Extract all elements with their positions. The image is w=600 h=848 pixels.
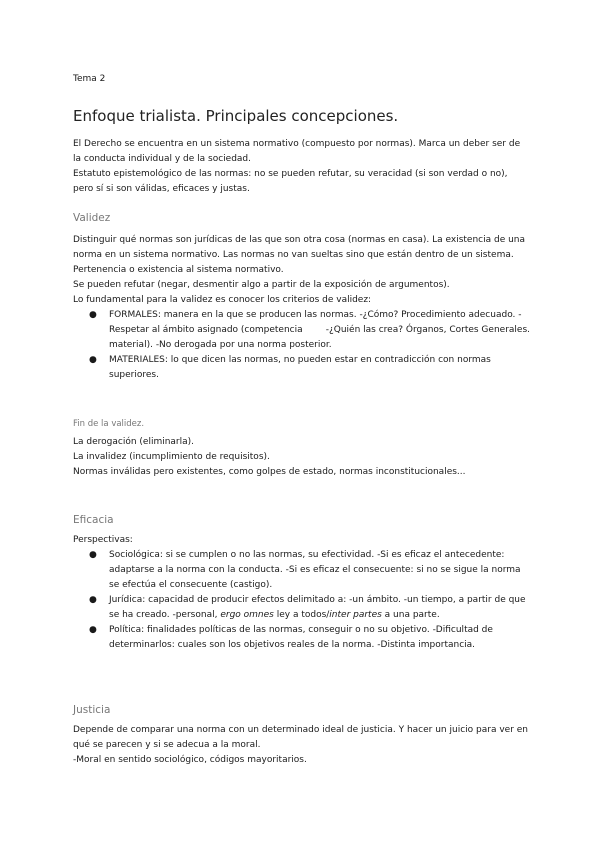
- validez-section: [73, 233, 530, 383]
- topic-label: Tema 2: [73, 74, 106, 84]
- validez-heading: Validez: [73, 212, 111, 224]
- bullet-icon: ●: [89, 595, 97, 605]
- validez-paragraph-4: Lo fundamental para la validez es conocer los criterios de validez:: [73, 295, 372, 305]
- bullet-icon: ●: [89, 550, 97, 560]
- validez-paragraph-2: Pertenencia o existencia al sistema normativo.: [73, 265, 284, 275]
- intro-section: [73, 137, 530, 197]
- fin-validez-section: [73, 435, 530, 480]
- validez-paragraph-3: Se pueden refutar (negar, desmentir algo a partir de la exposición de argumentos).: [73, 280, 450, 290]
- fin-validez-item-2: La invalidez (incumplimiento de requisitos).: [73, 452, 270, 462]
- perspectivas-label: Perspectivas:: [73, 535, 133, 545]
- justicia-section: [73, 723, 530, 768]
- perspectivas-list: [73, 548, 530, 653]
- intro-paragraph-1: El Derecho se encuentra en un sistema normativo (compuesto por normas). Marca un deber ser de la conducta individual y de la sociedad.: [73, 139, 521, 164]
- list-item: ● Sociológica: si se cumplen o no las normas, su efectividad. -Si es eficaz el antecedente: adaptarse a la norma con la conducta. -Si es eficaz el consecuente: si no se sigue la norma se efectúa el consecuente (castigo).: [89, 550, 521, 590]
- fin-validez-item-1: La derogación (eliminarla).: [73, 437, 195, 447]
- justicia-paragraph-1: Depende de comparar una norma con un determinado ideal de justicia. Y hacer un juicio para ver en qué se parecen y si se adecua a la moral.: [73, 725, 528, 750]
- bullet-icon: ●: [89, 310, 97, 320]
- eficacia-heading: Eficacia: [73, 514, 114, 526]
- validez-paragraph-1: Distinguir qué normas son jurídicas de las que son otra cosa (normas en casa). La existencia de una norma en un sistema normativo. Las normas no van sueltas sino que están dentro de un sistema.: [73, 235, 526, 260]
- fin-validez-item-3: Normas inválidas pero existentes, como golpes de estado, normas inconstitucionales...: [73, 467, 466, 477]
- list-item: ● FORMALES: manera en la que se producen las normas. -¿Quién las crea? Órganos, Cortes Generales. -¿Cómo? Procedimiento adecuado. -Respetar al ámbito asignado (competencia material). -No derogada por una norma posterior.: [89, 310, 530, 350]
- fin-validez-heading: Fin de la validez.: [73, 419, 145, 429]
- document-title: Enfoque trialista. Principales concepciones.: [73, 107, 399, 125]
- list-item: ● Jurídica: capacidad de producir efectos delimitado a: -un ámbito. -un tiempo, a partir de que se ha creado. -personal, ergo omnes ley a todos/inter partes a una parte.: [89, 595, 526, 620]
- justicia-paragraph-2: -Moral en sentido sociológico, códigos mayoritarios.: [73, 755, 307, 765]
- validity-criteria-list: [73, 308, 530, 383]
- intro-paragraph-2: Estatuto epistemológico de las normas: no se pueden refutar, su veracidad (si son verdad o no), pero sí si son válidas, eficaces y justas.: [73, 169, 508, 194]
- bullet-icon: ●: [89, 625, 97, 635]
- list-item: ● MATERIALES: lo que dicen las normas, no pueden estar en contradicción con normas superiores.: [89, 355, 491, 380]
- bullet-icon: ●: [89, 355, 97, 365]
- eficacia-section: [73, 533, 530, 653]
- list-item: ● Política: finalidades políticas de las normas, conseguir o no su objetivo. -Dificultad de determinarlos: cuales son los objetivos reales de la norma. -Distinta importancia.: [89, 625, 493, 650]
- justicia-heading: Justicia: [73, 704, 111, 716]
